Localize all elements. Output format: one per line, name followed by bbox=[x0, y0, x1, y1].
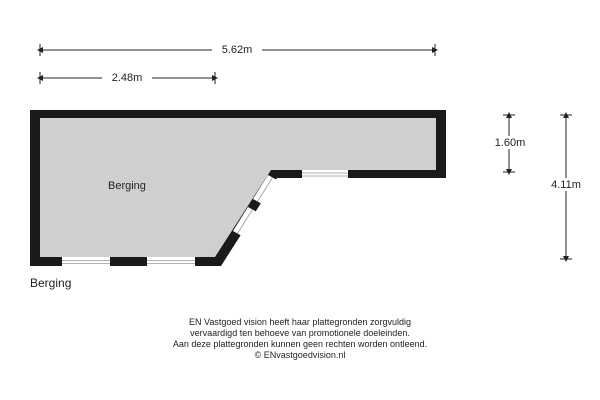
dimension-partial-width-label: 2.48m bbox=[111, 72, 143, 84]
disclaimer-line: © ENvastgoedvision.nl bbox=[254, 350, 346, 360]
disclaimer-line: vervaardigd ten behoeve van promotionele doeleinden. bbox=[190, 328, 410, 338]
window-bottom-right bbox=[147, 257, 195, 266]
disclaimer bbox=[0, 317, 600, 361]
window-bottom-left bbox=[62, 257, 110, 266]
dimension-total-width-label: 5.62m bbox=[221, 44, 253, 56]
room-name-label: Berging bbox=[108, 180, 146, 192]
floor-title: Berging bbox=[30, 276, 72, 290]
disclaimer-line: Aan deze plattegronden kunnen geen rechten worden ontleend. bbox=[172, 339, 428, 349]
dimension-right-height bbox=[486, 115, 534, 172]
dimension-partial-width bbox=[40, 71, 215, 84]
dimension-total-height-label: 4.11m bbox=[551, 179, 581, 191]
dimension-right-height-label: 1.60m bbox=[494, 137, 526, 149]
window-top-right bbox=[302, 170, 348, 178]
disclaimer-line: EN Vastgoed vision heeft haar plattegronden zorgvuldig bbox=[189, 317, 411, 327]
dimension-total-height bbox=[542, 115, 590, 259]
dimension-total-width bbox=[40, 43, 435, 56]
